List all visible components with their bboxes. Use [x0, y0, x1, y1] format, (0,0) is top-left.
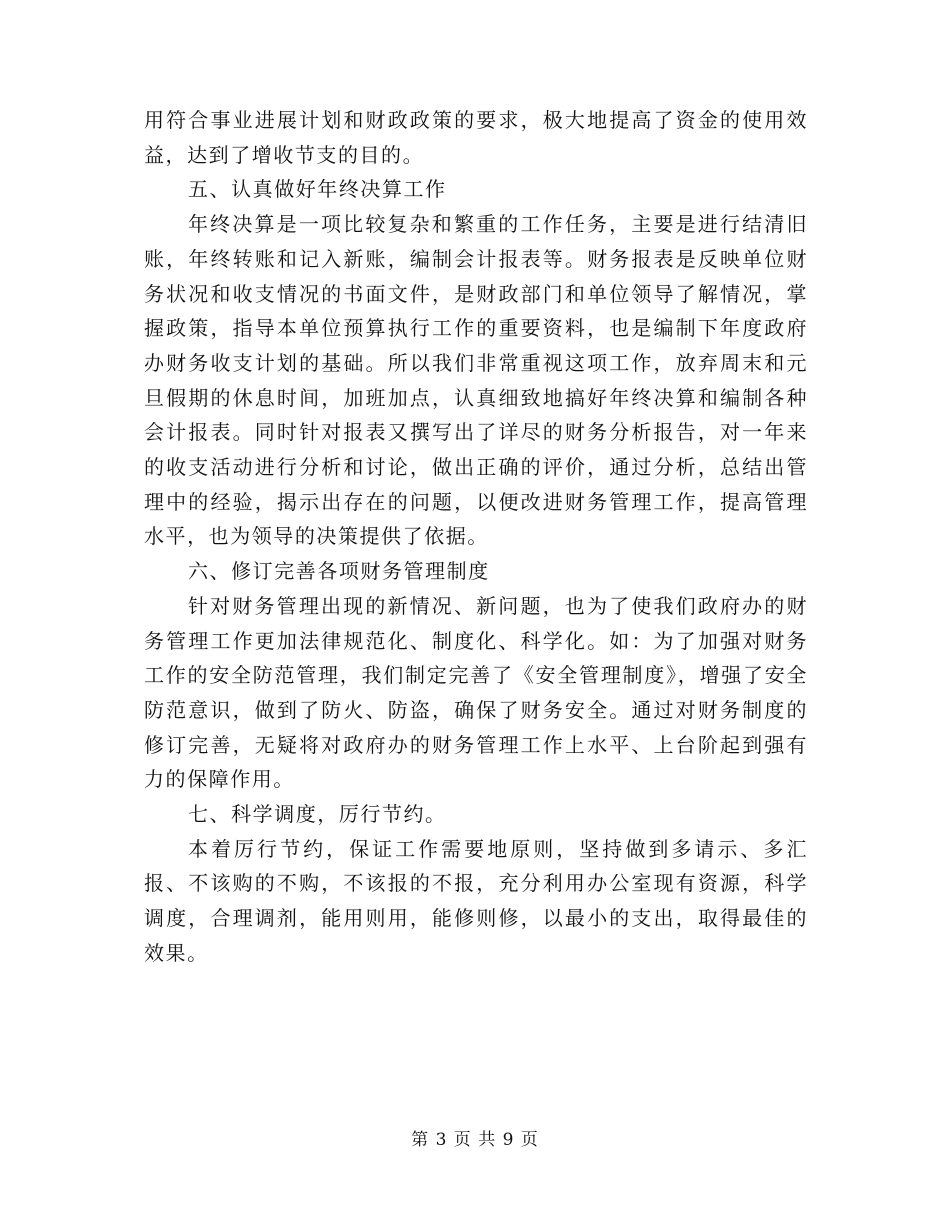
- paragraph-financial-rules: 针对财务管理出现的新情况、新问题，也为了使我们政府办的财务管理工作更加法律规范化、制度化、科学化。如：为了加强对财务工作的安全防范管理，我们制定完善了《安全管理制度》，增强了安全防范意识，做到了防火、防盗，确保了财务安全。通过对财务制度的修订完善，无疑将对政府办的财务管理工作上水平、上台阶起到强有力的保障作用。: [144, 593, 808, 792]
- section-heading-5: 五、认真做好年终决算工作: [188, 177, 447, 202]
- document-body: [144, 103, 808, 971]
- paragraph-continuation: 用符合事业进展计划和财政政策的要求，极大地提高了资金的使用效益，达到了增收节支的目的。: [144, 108, 808, 167]
- page-number-label: 第 3 页 共 9 页: [411, 1130, 539, 1150]
- section-heading-7: 七、科学调度，厉行节约。: [188, 802, 447, 827]
- section-heading-6: 六、修订完善各项财务管理制度: [188, 559, 490, 584]
- page-footer: [0, 1125, 950, 1150]
- paragraph-thrift: 本着厉行节约，保证工作需要地原则，坚持做到多请示、多汇报、不该购的不购，不该报的不报，充分利用办公室现有资源，科学调度，合理调剂，能用则用，能修则修，以最小的支出，取得最佳的效果。: [144, 836, 808, 965]
- paragraph-year-end-accounts: 年终决算是一项比较复杂和繁重的工作任务，主要是进行结清旧账，年终转账和记入新账，编制会计报表等。财务报表是反映单位财务状况和收支情况的书面文件，是财政部门和单位领导了解情况，掌握政策，指导本单位预算执行工作的重要资料，也是编制下年度政府办财务收支计划的基础。所以我们非常重视这项工作，放弃周末和元旦假期的休息时间，加班加点，认真细致地搞好年终决算和编制各种会计报表。同时针对报表又撰写出了详尽的财务分析报告，对一年来的收支活动进行分析和讨论，做出正确的评价，通过分析，总结出管理中的经验，揭示出存在的问题，以便改进财务管理工作，提高管理水平，也为领导的决策提供了依据。: [144, 212, 808, 549]
